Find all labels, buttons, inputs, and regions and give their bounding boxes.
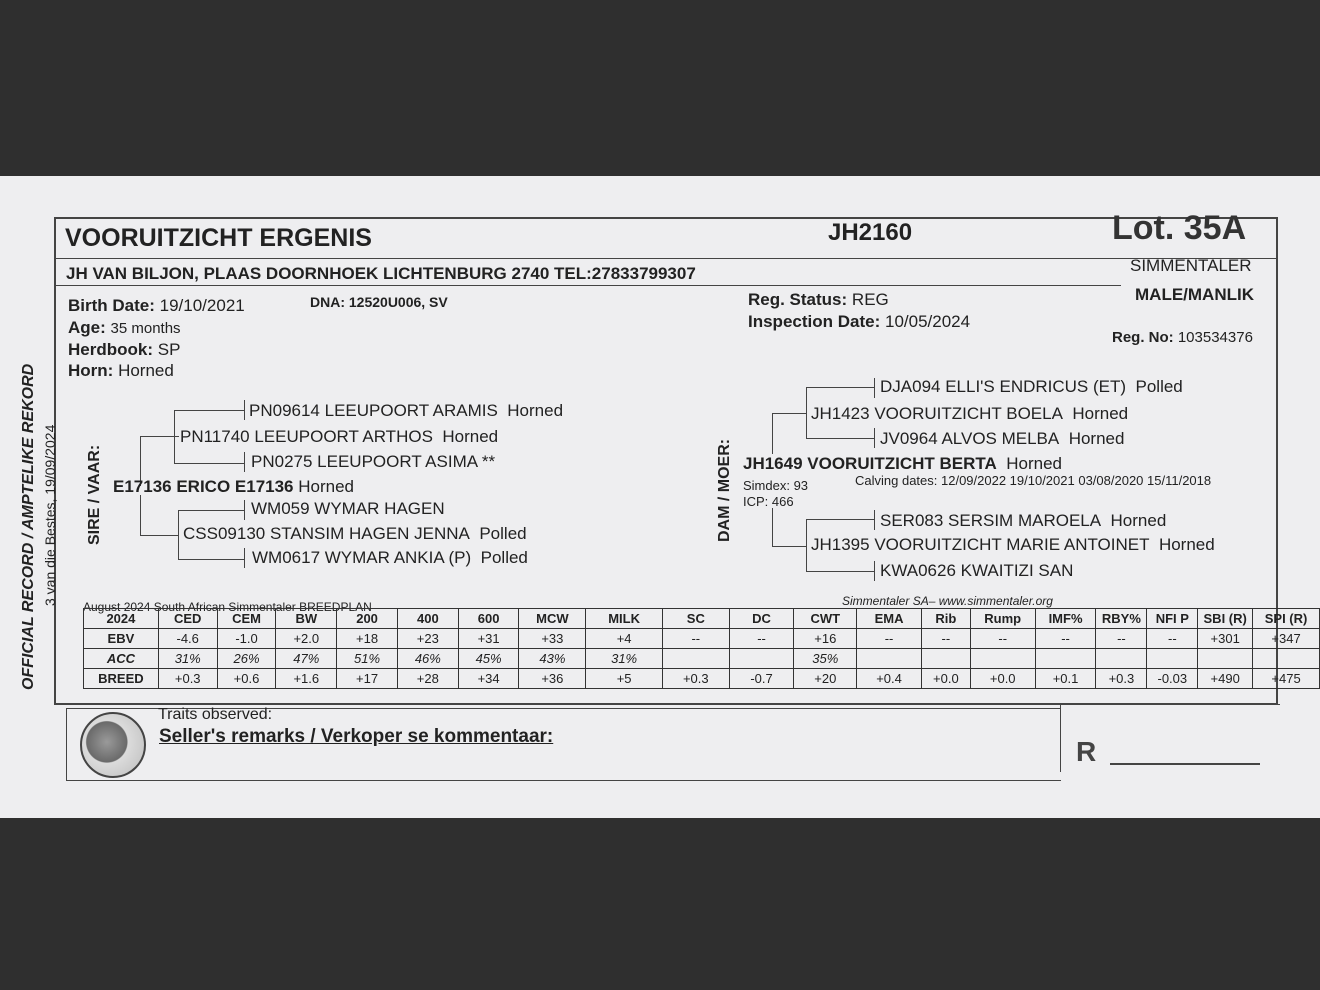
breedplan-cell: 600 xyxy=(458,609,519,629)
breedplan-cell: +36 xyxy=(519,669,586,689)
breedplan-cell: -4.6 xyxy=(158,629,217,649)
breedplan-cell: +16 xyxy=(794,629,857,649)
breedplan-cell: 31% xyxy=(586,649,663,669)
breedplan-cell: 400 xyxy=(397,609,458,629)
breedplan-header-row xyxy=(84,609,1320,629)
breedplan-cell: MILK xyxy=(586,609,663,629)
tree-tick xyxy=(874,428,875,448)
simmentaler-logo xyxy=(80,712,146,778)
breedplan-cell: +347 xyxy=(1253,629,1320,649)
breedplan-cell: 200 xyxy=(337,609,398,629)
inspection-date: Inspection Date: 10/05/2024 xyxy=(748,312,971,331)
breedplan-cell: +17 xyxy=(337,669,398,689)
breedplan-cell: 31% xyxy=(158,649,217,669)
breedplan-cell: +28 xyxy=(397,669,458,689)
breedplan-row-label: BREED xyxy=(84,669,159,689)
breedplan-cell xyxy=(1198,649,1253,669)
breedplan-cell: 51% xyxy=(337,649,398,669)
price-field[interactable] xyxy=(1110,763,1260,765)
breedplan-cell: Rib xyxy=(921,609,970,629)
breedplan-cell: -- xyxy=(857,629,922,649)
sire-lower-bracket xyxy=(140,495,179,536)
breedplan-cell xyxy=(1147,649,1198,669)
reg-number: Reg. No: 103534376 xyxy=(1112,329,1253,346)
breedplan-cell: +0.0 xyxy=(970,669,1035,689)
breedplan-cell: +490 xyxy=(1198,669,1253,689)
breedplan-cell: -- xyxy=(729,629,794,649)
tree-tick xyxy=(874,378,875,398)
dam-sire: JH1423 VOORUITZICHT BOELA Horned xyxy=(811,404,1129,423)
header-divider xyxy=(56,258,1276,259)
breedplan-cell: -- xyxy=(1096,629,1147,649)
breedplan-cell: MCW xyxy=(519,609,586,629)
sellers-remarks: Seller's remarks / Verkoper se kommentaar: xyxy=(159,726,554,747)
dam-sire-sire: DJA094 ELLI'S ENDRICUS (ET) Polled xyxy=(880,377,1183,396)
sire-sire-sire: PN09614 LEEUPOORT ARAMIS Horned xyxy=(249,401,564,420)
tree-tick xyxy=(244,400,245,420)
breedplan-cell: +33 xyxy=(519,629,586,649)
remarks-mid-line xyxy=(1060,704,1061,772)
breedplan-cell xyxy=(970,649,1035,669)
remarks-left-line xyxy=(66,708,67,781)
breed-label: SIMMENTALER xyxy=(1130,256,1252,275)
animal-id: JH2160 xyxy=(828,219,913,246)
sire-sire-dam: PN0275 LEEUPOORT ASIMA ** xyxy=(251,452,496,471)
breedplan-cell xyxy=(1035,649,1096,669)
herdbook: Herdbook: SP xyxy=(68,340,181,359)
breedplan-cell: CED xyxy=(158,609,217,629)
dam-upper-bracket xyxy=(772,413,807,454)
breedplan-cell: 26% xyxy=(217,649,276,669)
breedplan-cell: +2.0 xyxy=(276,629,337,649)
breedplan-cell: IMF% xyxy=(1035,609,1096,629)
breedplan-cell: RBY% xyxy=(1096,609,1147,629)
breedplan-cell: +5 xyxy=(586,669,663,689)
dam-dam-dam: KWA0626 KWAITIZI SAN xyxy=(880,561,1074,580)
breedplan-title: August 2024 South African Simmentaler BREEDPLAN xyxy=(83,600,372,614)
dam-dam: JH1395 VOORUITZICHT MARIE ANTOINET Horned xyxy=(811,535,1215,554)
breedplan-cell: SC xyxy=(662,609,729,629)
remarks-top-line-right xyxy=(1060,704,1280,705)
horn-status: Horn: Horned xyxy=(68,361,174,380)
dam-name: JH1649 VOORUITZICHT BERTA Horned xyxy=(743,454,1062,473)
price-prefix: R xyxy=(1076,736,1097,767)
breedplan-cell xyxy=(857,649,922,669)
breedplan-row-label: 2024 xyxy=(84,609,159,629)
breedplan-cell xyxy=(729,649,794,669)
sire-name: E17136 ERICO E17136 Horned xyxy=(113,477,355,496)
breedplan-cell xyxy=(1096,649,1147,669)
sire-dam-sire: WM059 WYMAR HAGEN xyxy=(251,499,445,518)
lot-number: Lot. 35A xyxy=(1112,209,1247,247)
breedplan-cell: 45% xyxy=(458,649,519,669)
breedplan-cell: -0.03 xyxy=(1147,669,1198,689)
breedplan-cell: -1.0 xyxy=(217,629,276,649)
animal-name: VOORUITZICHT ERGENIS xyxy=(65,224,372,252)
dam-sire-dam: JV0964 ALVOS MELBA Horned xyxy=(880,429,1125,448)
breedplan-cell: Rump xyxy=(970,609,1035,629)
breedplan-cell: -- xyxy=(970,629,1035,649)
breedplan-cell: +0.0 xyxy=(921,669,970,689)
birth-date: Birth Date: 19/10/2021 xyxy=(68,296,245,315)
breedplan-cell: DC xyxy=(729,609,794,629)
dna-info: DNA: 12520U006, SV xyxy=(310,294,448,310)
owner-line: JH VAN BILJON, PLAAS DOORNHOEK LICHTENBURG 2740 TEL:27833799307 xyxy=(66,264,696,283)
dam-label: DAM / MOER: xyxy=(716,438,733,542)
dam-dam-sire: SER083 SERSIM MAROELA Horned xyxy=(880,511,1167,530)
breedplan-cell: 47% xyxy=(276,649,337,669)
breedplan-cell: +0.4 xyxy=(857,669,922,689)
breedplan-cell: +475 xyxy=(1253,669,1320,689)
copy-note: 3 van die Bestes, 19/09/2024 xyxy=(42,424,58,606)
breedplan-cell: SBI (R) xyxy=(1198,609,1253,629)
dam-lower-bracket xyxy=(772,508,807,547)
breedplan-row xyxy=(84,669,1320,689)
breedplan-row xyxy=(84,629,1320,649)
calving-dates: Calving dates: 12/09/2022 19/10/2021 03/08/2020 15/11/2018 xyxy=(855,473,1212,488)
reg-status: Reg. Status: REG xyxy=(748,290,889,309)
breedplan-cell xyxy=(921,649,970,669)
owner-divider xyxy=(56,285,1121,286)
tree-tick xyxy=(244,548,245,568)
breedplan-cell: -- xyxy=(662,629,729,649)
tree-tick xyxy=(874,510,875,530)
breedplan-cell: 43% xyxy=(519,649,586,669)
dam-icp: ICP: 466 xyxy=(743,494,794,509)
breedplan-cell: NFI P xyxy=(1147,609,1198,629)
breedplan-cell xyxy=(662,649,729,669)
breedplan-row xyxy=(84,649,1320,669)
breedplan-cell: -0.7 xyxy=(729,669,794,689)
sire-sire: PN11740 LEEUPOORT ARTHOS Horned xyxy=(180,427,499,446)
breedplan-cell: 35% xyxy=(794,649,857,669)
breedplan-cell: 46% xyxy=(397,649,458,669)
breedplan-cell: -- xyxy=(1035,629,1096,649)
website: Simmentaler SA– www.simmentaler.org xyxy=(842,594,1053,608)
breedplan-cell: +34 xyxy=(458,669,519,689)
breedplan-cell: +23 xyxy=(397,629,458,649)
breedplan-cell: +0.1 xyxy=(1035,669,1096,689)
tree-tick xyxy=(244,452,245,472)
tree-tick xyxy=(874,561,875,581)
tree-tick xyxy=(244,500,245,520)
age: Age: 35 months xyxy=(68,318,181,337)
remarks-bottom-line xyxy=(66,780,1061,781)
breedplan-cell: +301 xyxy=(1198,629,1253,649)
breedplan-cell: +31 xyxy=(458,629,519,649)
breedplan-cell: +20 xyxy=(794,669,857,689)
breedplan-cell: +1.6 xyxy=(276,669,337,689)
sire-dam: CSS09130 STANSIM HAGEN JENNA Polled xyxy=(183,524,527,543)
sex-label: MALE/MANLIK xyxy=(1135,285,1254,304)
sire-dam-dam: WM0617 WYMAR ANKIA (P) Polled xyxy=(252,548,528,567)
breedplan-cell: +0.6 xyxy=(217,669,276,689)
sire-label: SIRE / VAAR: xyxy=(86,444,103,545)
breedplan-cell: -- xyxy=(921,629,970,649)
breedplan-cell: BW xyxy=(276,609,337,629)
breedplan-cell: -- xyxy=(1147,629,1198,649)
breedplan-cell: +0.3 xyxy=(1096,669,1147,689)
breedplan-cell: +0.3 xyxy=(158,669,217,689)
breedplan-cell: EMA xyxy=(857,609,922,629)
breedplan-cell: +18 xyxy=(337,629,398,649)
breedplan-cell: CWT xyxy=(794,609,857,629)
breedplan-table xyxy=(83,608,1320,689)
breedplan-row-label: ACC xyxy=(84,649,159,669)
breedplan-cell: +4 xyxy=(586,629,663,649)
dam-simdex: Simdex: 93 xyxy=(743,478,809,493)
breedplan-cell: CEM xyxy=(217,609,276,629)
breedplan-cell: +0.3 xyxy=(662,669,729,689)
traits-observed: Traits observed: xyxy=(158,706,273,723)
breedplan-cell xyxy=(1253,649,1320,669)
official-record-text: OFFICIAL RECORD / AMPTELIKE REKORD xyxy=(20,363,37,690)
breedplan-cell: SPI (R) xyxy=(1253,609,1320,629)
breedplan-row-label: EBV xyxy=(84,629,159,649)
